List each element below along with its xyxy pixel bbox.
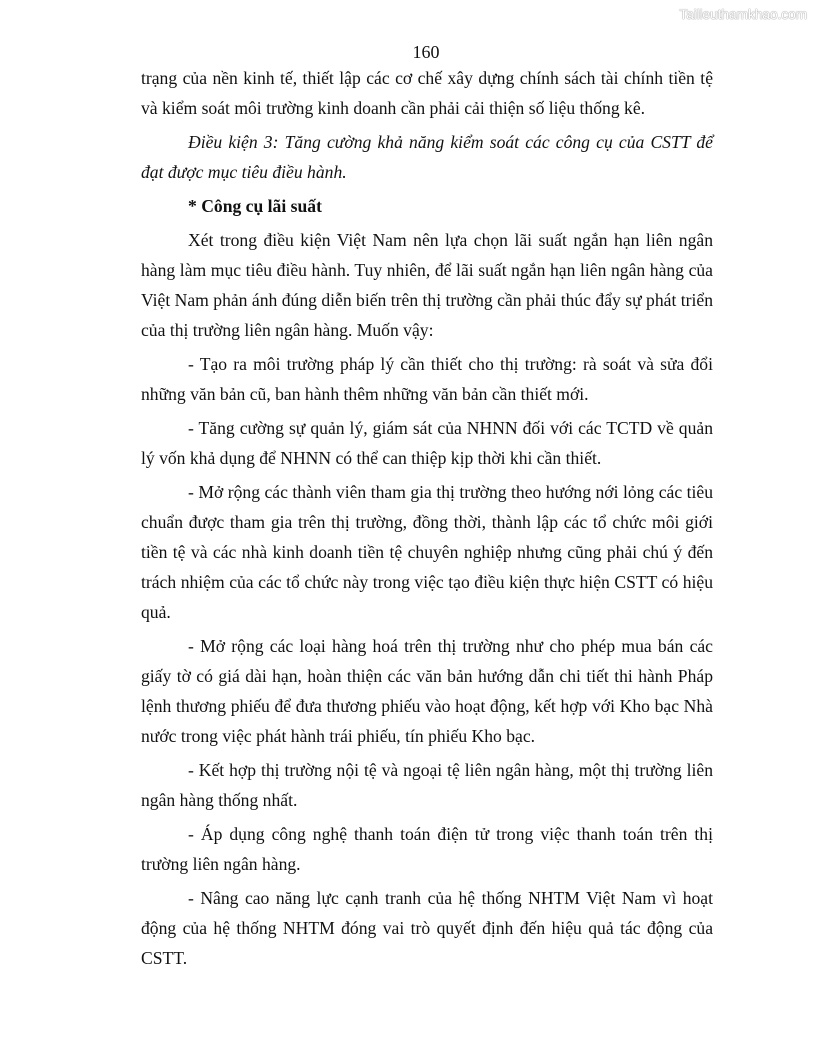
paragraph-intro: Xét trong điều kiện Việt Nam nên lựa chọn lãi suất ngắn hạn liên ngân hàng làm mục tiêu điều hành. Tuy nhiên, để lãi suất ngắn hạn liên ngân hàng của Việt Nam phản ánh đúng diễn biến trên thị trường cần phải thúc đẩy sự phát triển của thị trường liên ngân hàng. Muốn vậy:	[141, 230, 713, 340]
section-heading-interest-rate-tool: * Công cụ lãi suất	[188, 196, 322, 216]
document-body	[141, 63, 713, 977]
bullet-item-legal-environment: - Tạo ra môi trường pháp lý cần thiết cho thị trường: rà soát và sửa đổi những văn bản cũ, ban hành thêm những văn bản cần thiết mới.	[141, 354, 713, 404]
bullet-item-expand-members: - Mở rộng các thành viên tham gia thị trường theo hướng nới lỏng các tiêu chuẩn được tham gia trên thị trường, đồng thời, thành lập các tổ chức môi giới tiền tệ và các nhà kinh doanh tiền tệ chuyên nghiệp nhưng cũng phải chú ý đến trách nhiệm của các tổ chức này trong việc tạo điều kiện thực hiện CSTT có hiệu quả.	[141, 482, 713, 622]
paragraph-continuation: trạng của nền kinh tế, thiết lập các cơ chế xây dựng chính sách tài chính tiền tệ và kiểm soát môi trường kinh doanh cần phải cải thiện số liệu thống kê.	[141, 68, 713, 118]
condition-3-italic-paragraph: Điều kiện 3: Tăng cường khả năng kiểm soát các công cụ của CSTT để đạt được mục tiêu điều hành.	[141, 132, 713, 182]
bullet-item-expand-goods: - Mở rộng các loại hàng hoá trên thị trường như cho phép mua bán các giấy tờ có giá dài hạn, hoàn thiện các văn bản hướng dẫn chi tiết thi hành Pháp lệnh thương phiếu để đưa thương phiếu vào hoạt động, kết hợp với Kho bạc Nhà nước trong việc phát hành trái phiếu, tín phiếu Kho bạc.	[141, 636, 713, 746]
bullet-item-competitiveness: - Nâng cao năng lực cạnh tranh của hệ thống NHTM Việt Nam vì hoạt động của hệ thống NHTM đóng vai trò quyết định đến hiệu quả tác động của CSTT.	[141, 888, 713, 968]
bullet-item-supervision: - Tăng cường sự quản lý, giám sát của NHNN đối với các TCTD về quản lý vốn khả dụng để NHNN có thể can thiệp kịp thời khi cần thiết.	[141, 418, 713, 468]
watermark: Tailieuthamkhao.com	[679, 6, 807, 22]
page-number: 160	[412, 42, 440, 62]
bullet-item-electronic-payment: - Áp dụng công nghệ thanh toán điện tử trong việc thanh toán trên thị trường liên ngân hàng.	[141, 824, 713, 874]
bullet-item-combine-markets: - Kết hợp thị trường nội tệ và ngoại tệ liên ngân hàng, một thị trường liên ngân hàng thống nhất.	[141, 760, 713, 810]
